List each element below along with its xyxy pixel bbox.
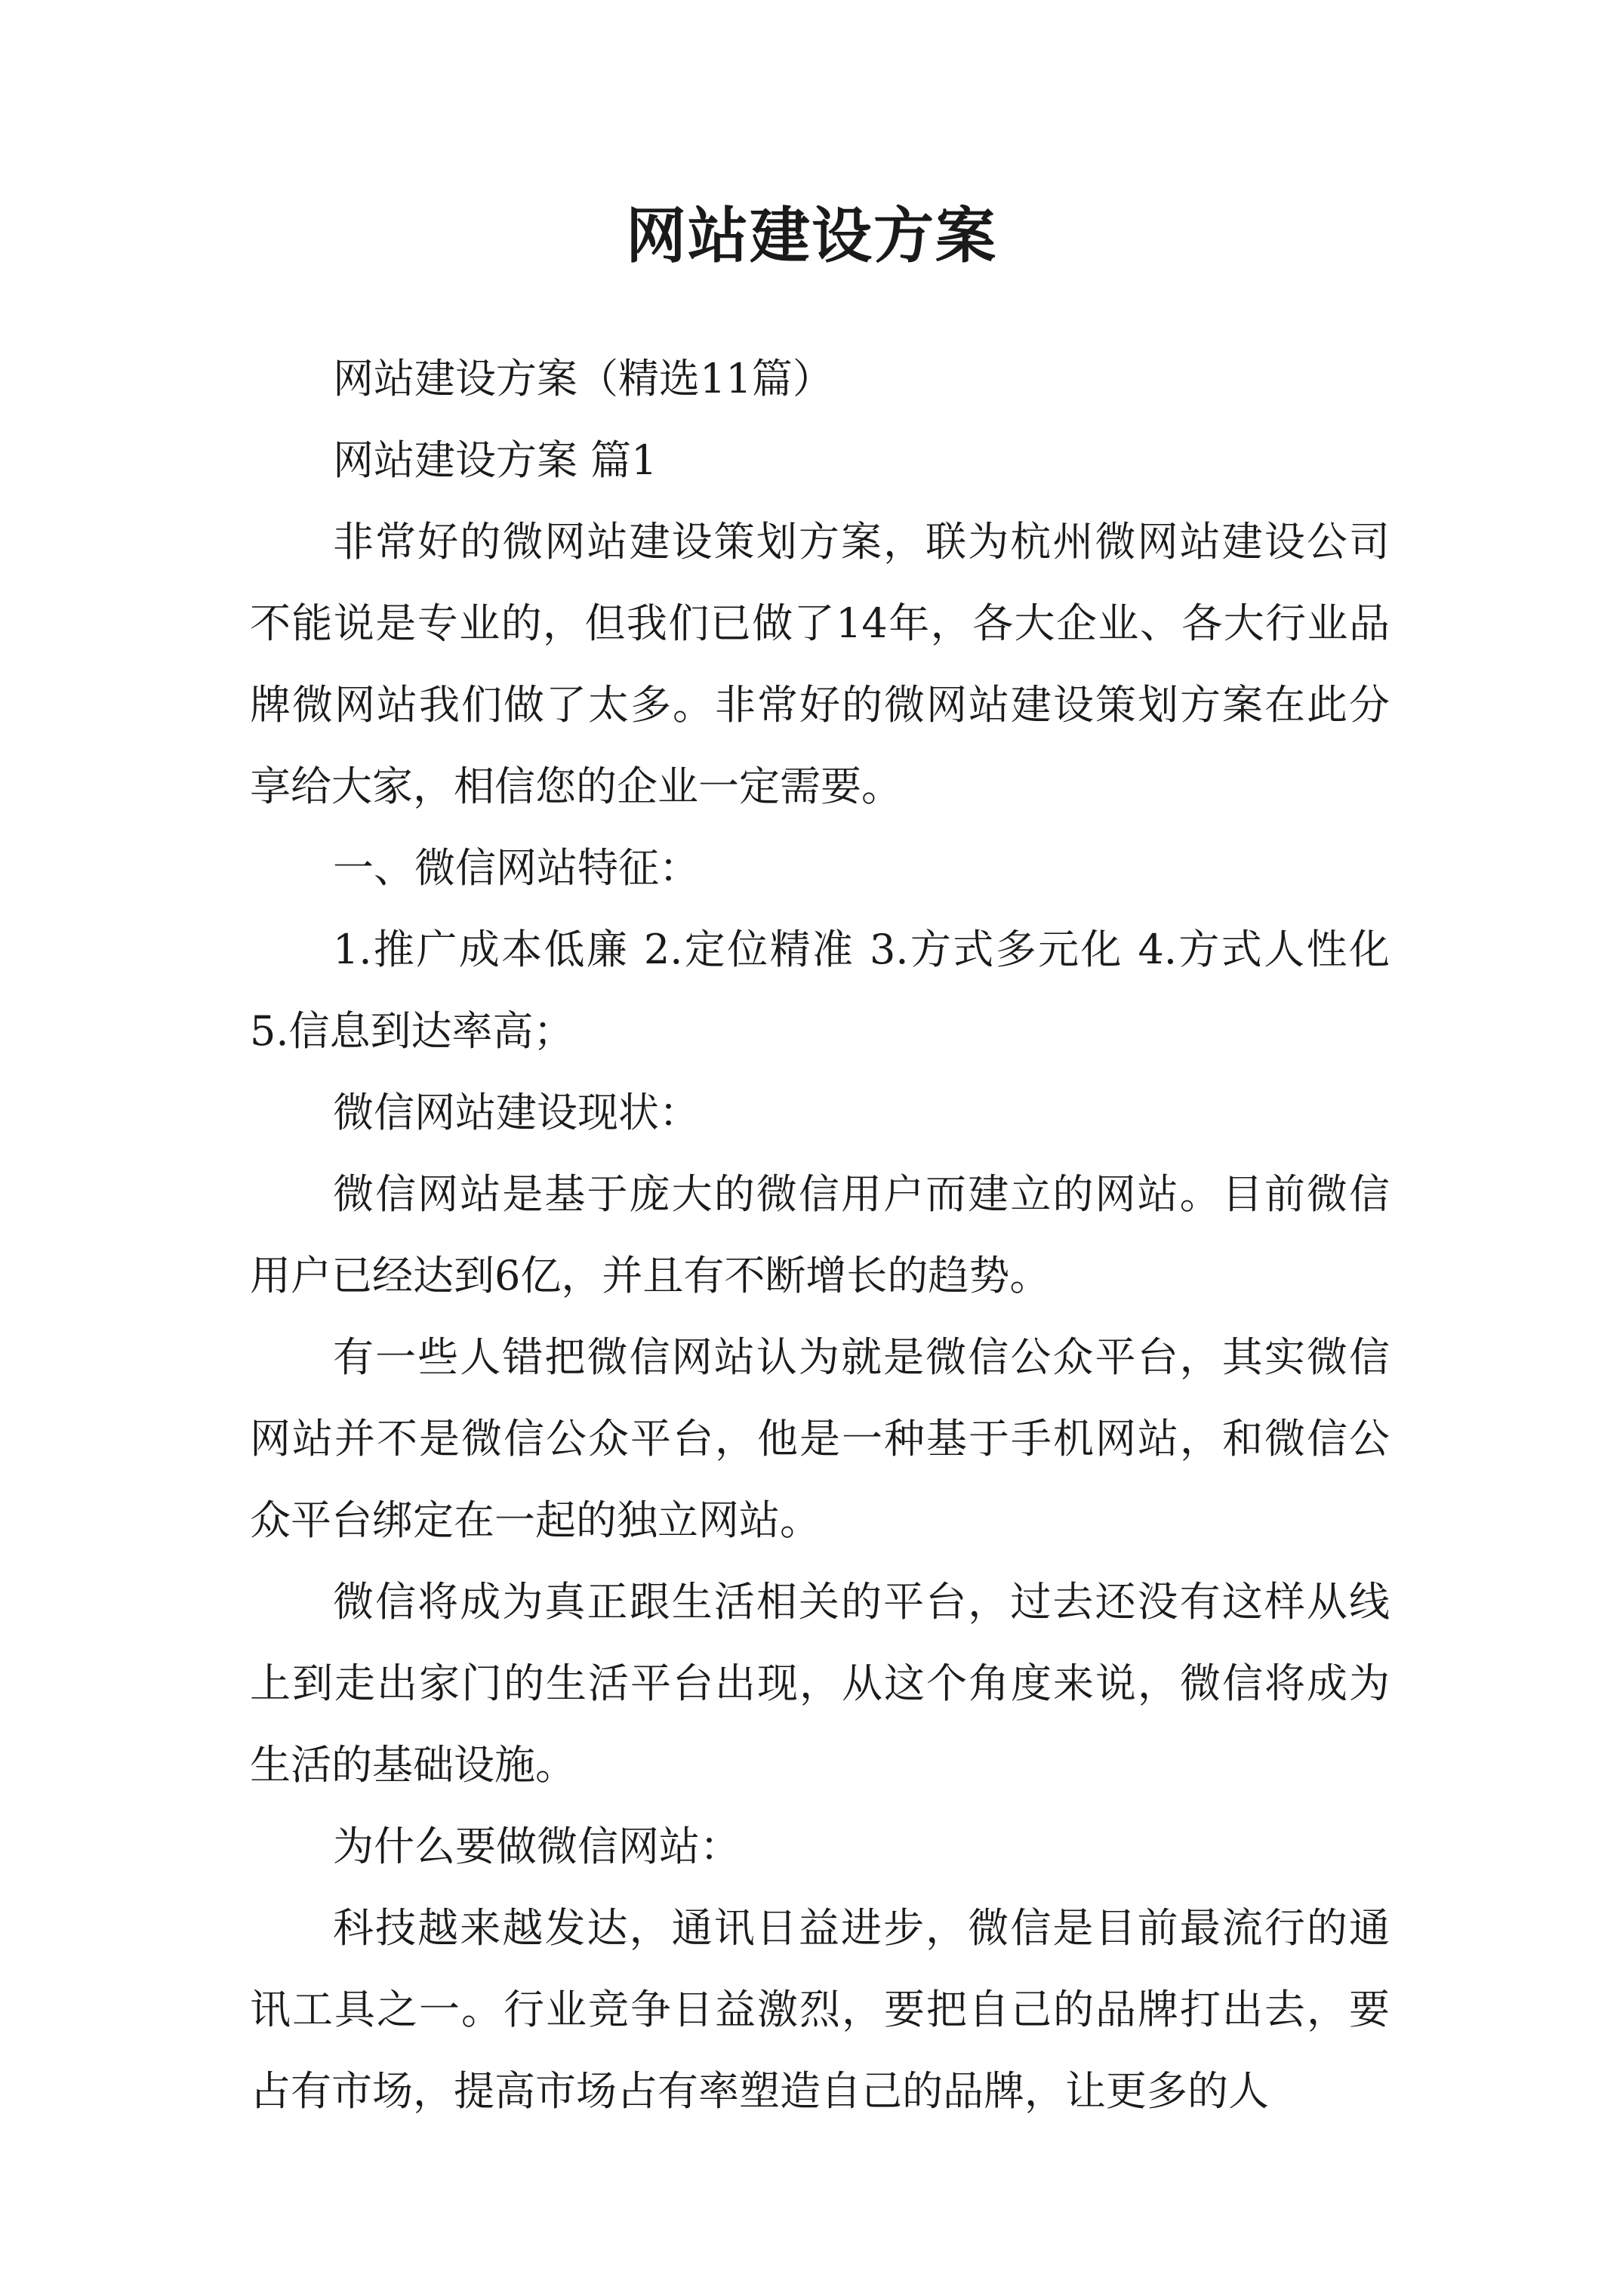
paragraph: 非常好的微网站建设策划方案，联为杭州微网站建设公司不能说是专业的，但我们已做了14年，各大企业、各大行业品牌微网站我们做了太多。非常好的微网站建设策划方案在此分享给大家，相信您的企业一定需要。 <box>250 518 1390 810</box>
paragraph: 微信将成为真正跟生活相关的平台，过去还没有这样从线上到走出家门的生活平台出现，从这个角度来说，微信将成为生活的基础设施。 <box>250 1578 1390 1789</box>
paragraph: 有一些人错把微信网站认为就是微信公众平台，其实微信网站并不是微信公众平台，他是一种基于手机网站，和微信公众平台绑定在一起的独立网站。 <box>250 1333 1390 1544</box>
paragraph: 网站建设方案 篇1 <box>333 436 658 484</box>
document-body <box>250 338 1390 2132</box>
document-title: 网站建设方案 <box>626 200 997 271</box>
paragraph: 1.推广成本低廉 2.定位精准 3.方式多元化 4.方式人性化 5.信息到达率高； <box>250 926 1390 1055</box>
paragraph: 网站建设方案（精选11篇） <box>333 355 833 402</box>
paragraph: 微信网站是基于庞大的微信用户而建立的网站。目前微信用户已经达到6亿，并且有不断增长的趋势。 <box>250 1170 1390 1299</box>
paragraph: 为什么要做微信网站： <box>333 1823 741 1870</box>
paragraph: 微信网站建设现状： <box>333 1089 700 1136</box>
paragraph: 科技越来越发达，通讯日益进步，微信是目前最流行的通讯工具之一。行业竞争日益激烈，要把自己的品牌打出去，要占有市场，提高市场占有率塑造自己的品牌，让更多的人 <box>250 1904 1390 2115</box>
paragraph: 一、微信网站特征： <box>333 844 700 892</box>
